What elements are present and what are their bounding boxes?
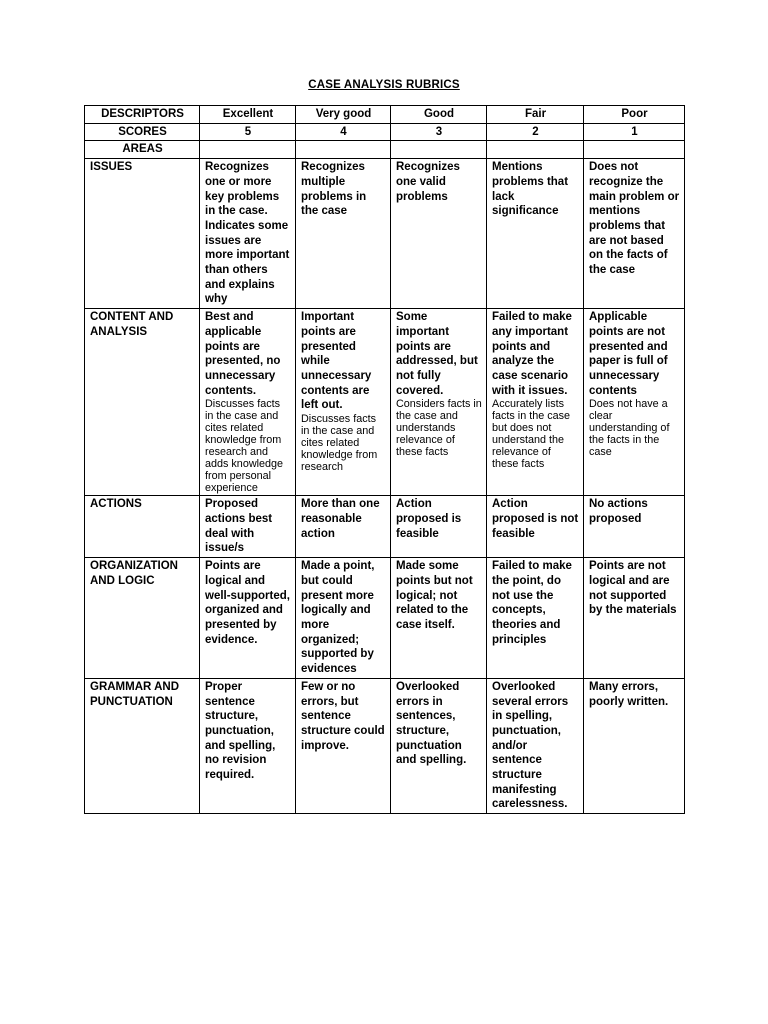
level-header-good: Good [391,106,487,124]
cell-main-text: Action proposed is feasible [396,498,462,540]
cell-main-text: Recognizes multiple problems in the case [301,161,367,218]
cell-sub-text: Discusses facts in the case and cites related knowledge from research and adds knowledge from personal experience [205,398,284,495]
level-header-poor: Poor [584,106,685,124]
rubric-cell [487,496,584,558]
empty-cell [584,141,685,159]
rubric-cell [391,309,487,496]
rubric-cell [487,309,584,496]
page-title: CASE ANALYSIS RUBRICS [308,79,460,91]
score-1: 1 [584,123,685,141]
level-header-excellent: Excellent [200,106,296,124]
rubric-cell [584,159,685,309]
cell-main-text: Few or no errors, but sentence structure could improve. [301,680,385,752]
cell-sub-text: Discusses facts in the case and cites related knowledge from research [301,413,378,474]
cell-main-text: Applicable points are not presented and paper is full of unnecessary contents [589,311,668,397]
cell-main-text: Best and applicable points are presented, no unnecessary contents. [205,311,281,397]
scores-header: SCORES [85,123,200,141]
score-4: 4 [296,123,391,141]
cell-main-text: Made some points but not logical; not related to the case itself. [396,560,473,631]
table-row [85,496,685,558]
empty-cell [391,141,487,159]
rubric-cell [200,558,296,679]
cell-main-text: Proper sentence structure, punctuation, and spelling, no revision required. [205,680,276,782]
rubric-cell [391,678,487,813]
level-header-fair: Fair [487,106,584,124]
empty-cell [200,141,296,159]
areas-row [85,141,685,159]
cell-main-text: Failed to make the point, do not use the concepts, theories and principles [492,560,572,646]
cell-sub-text: Does not have a clear understanding of the facts in the case [589,398,670,459]
descriptors-row [85,106,685,124]
table-row [85,159,685,309]
empty-cell [487,141,584,159]
cell-main-text: Important points are presented while unnecessary contents are left out. [301,311,372,412]
rubric-cell [391,496,487,558]
cell-main-text: Many errors, poorly written. [589,680,669,708]
cell-sub-text: Considers facts in the case and understands relevance of these facts [396,398,482,459]
cell-main-text: Mentions problems that lack significance [492,161,569,218]
cell-main-text: Some important points are addressed, but not fully covered. [396,311,478,397]
cell-main-text: Failed to make any important points and analyze the case scenario with it issues. [492,311,572,397]
scores-row [85,123,685,141]
area-label: ACTIONS [85,496,200,558]
area-label: GRAMMAR AND PUNCTUATION [85,678,200,813]
rubric-cell [296,159,391,309]
cell-main-text: Points are not logical and are not supported by the materials [589,560,677,617]
table-row [85,678,685,813]
areas-header: AREAS [85,141,200,159]
cell-main-text: Points are logical and well-supported, organized and presented by evidence. [205,560,290,646]
rubric-cell [200,496,296,558]
score-2: 2 [487,123,584,141]
rubric-cell [200,678,296,813]
rubric-cell [296,309,391,496]
area-label: ISSUES [85,159,200,309]
cell-main-text: Does not recognize the main problem or mentions problems that are not based on the facts of the case [589,161,680,277]
rubric-cell [487,159,584,309]
rubric-cell [296,496,391,558]
cell-main-text: Made a point, but could present more logically and more organized; supported by evidences [301,560,375,676]
cell-sub-text: Accurately lists facts in the case but does not understand the relevance of these facts [492,398,571,471]
rubric-cell [584,558,685,679]
rubric-cell [584,309,685,496]
score-5: 5 [200,123,296,141]
descriptors-header: DESCRIPTORS [85,106,200,124]
cell-main-text: Overlooked several errors in spelling, punctuation, and/or sentence structure manifesting carelessness. [492,680,569,811]
area-label: CONTENT AND ANALYSIS [85,309,200,496]
cell-main-text: Recognizes one valid problems [396,161,460,203]
cell-main-text: No actions proposed [589,498,648,526]
empty-cell [296,141,391,159]
score-3: 3 [391,123,487,141]
cell-main-text: Overlooked errors in sentences, structure, punctuation and spelling. [396,680,467,767]
table-row [85,309,685,496]
level-header-very-good: Very good [296,106,391,124]
rubric-cell [296,558,391,679]
table-row [85,558,685,679]
cell-main-text: Action proposed is not feasible [492,498,579,540]
rubric-cell [200,309,296,496]
cell-main-text: Recognizes one or more key problems in the case. Indicates some issues are more important than others and explains why [205,161,290,306]
rubric-cell [584,678,685,813]
rubric-cell [487,678,584,813]
rubric-cell [200,159,296,309]
cell-main-text: More than one reasonable action [301,498,380,540]
rubric-cell [391,159,487,309]
rubric-table [84,105,685,814]
area-label: ORGANIZATION AND LOGIC [85,558,200,679]
rubric-cell [584,496,685,558]
cell-main-text: Proposed actions best deal with issue/s [205,498,273,555]
rubric-cell [296,678,391,813]
rubric-cell [487,558,584,679]
rubric-cell [391,558,487,679]
